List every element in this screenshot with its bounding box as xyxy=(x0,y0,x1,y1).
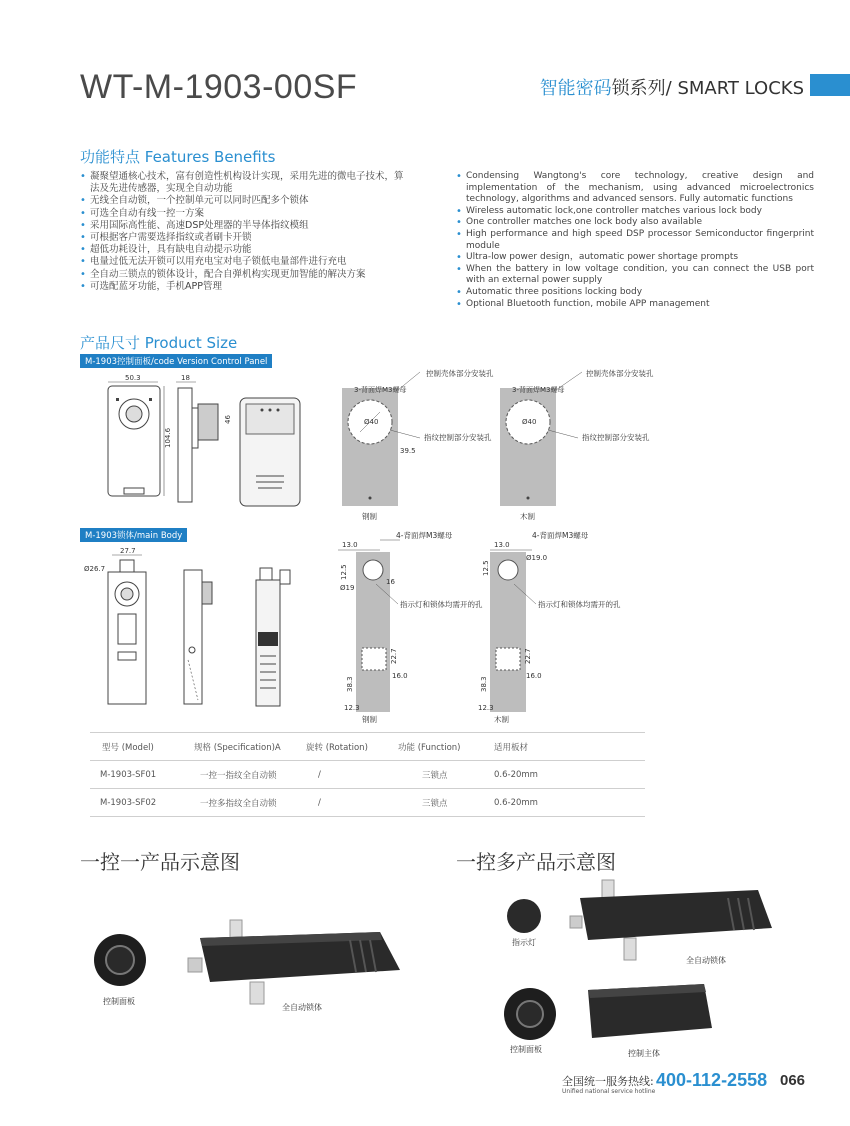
list-item: • Wireless automatic lock,one controller matches various lock body xyxy=(456,206,814,218)
label-indicator-wood: 指示灯和锁体均需开的孔 xyxy=(538,600,621,609)
panel-side-view xyxy=(176,374,232,502)
dim-panel-side: 46 xyxy=(224,415,232,424)
hotline-cn: 全国统一服务热线: xyxy=(562,1075,654,1088)
dim-383-wood: 38.3 xyxy=(480,676,488,692)
hotline-number: 400-112-2558 xyxy=(656,1070,768,1090)
body-cutout-wood xyxy=(478,530,621,724)
label-fp-hole-steel: 指纹控制部分安装孔 xyxy=(424,433,492,442)
dim-383-steel: 38.3 xyxy=(346,676,354,692)
list-item: • One controller matches one lock body also available xyxy=(456,217,814,229)
series-en: SMART LOCKS xyxy=(677,78,804,99)
table-cell: 一控一指纹全自动锁 xyxy=(194,761,306,789)
list-item: • 采用国际高性能、高速DSP处理器的半导体指纹模组 xyxy=(80,220,410,232)
control-panel-image xyxy=(94,934,146,986)
list-item: • High performance and high speed DSP processor Semiconductor fingerprint module xyxy=(456,229,814,252)
panel-tag: M-1903控制面板/code Version Control Panel xyxy=(80,354,272,368)
list-item: • Automatic three positions locking body xyxy=(456,287,814,299)
label-nut-steel: 3-背面焊M3螺母 xyxy=(354,386,407,394)
table-row xyxy=(90,761,645,789)
multi-lock-body-image xyxy=(570,880,772,960)
dim-125-steel: 12.5 xyxy=(340,564,348,580)
list-item: • 凝聚望通核心技术，富有创造性机构设计实现，采用先进的微电子技术，算法及先进传感器，实现全自动功能 xyxy=(80,171,410,195)
body-front-view xyxy=(84,547,146,704)
body-side-view xyxy=(184,570,212,704)
control-main-image xyxy=(588,984,712,1038)
label-body-steel: 钢制 xyxy=(362,715,377,724)
table-header: 旋转 (Rotation) xyxy=(306,733,398,761)
one-panel-label: 控制面板 xyxy=(103,997,135,1006)
table-cell: 一控多指纹全自动锁 xyxy=(194,789,306,817)
table-cell: 三锁点 xyxy=(398,761,494,789)
panel-cutout-steel xyxy=(342,368,494,521)
body-cutout-steel xyxy=(338,530,483,724)
multi-indicator-label: 指示灯 xyxy=(512,938,536,947)
multi-panel-label: 控制面板 xyxy=(510,1045,542,1054)
label-wood: 木制 xyxy=(520,512,535,521)
dim-227-wood: 22.7 xyxy=(524,648,532,664)
dim-123-steel: 12.3 xyxy=(344,704,360,712)
list-item: • When the battery in low voltage condition, you can connect the USB port with an external power supply xyxy=(456,264,814,287)
body-tag: M-1903锁体/main Body xyxy=(80,528,187,542)
dim-phi-steel: Ø40 xyxy=(364,418,379,426)
table-header: 规格 (Specification)A xyxy=(194,733,306,761)
list-item: • Condensing Wangtong's core technology, creative design and implementation of the mechanism, using advanced microelectronics technology, algorithms and advanced sensors. Fully automatic functions xyxy=(456,171,814,206)
label-indicator-steel: 指示灯和锁体均需开的孔 xyxy=(400,600,483,609)
panel-3d-view xyxy=(240,398,300,506)
table-cell: / xyxy=(306,761,398,789)
size-title: 产品尺寸 Product Size xyxy=(80,334,238,352)
label-shell-hole-wood: 控制壳体部分安装孔 xyxy=(586,369,654,378)
table-cell: M-1903-SF02 xyxy=(90,789,194,817)
one-to-one-title: 一控一产品示意图 xyxy=(80,850,240,874)
list-item: • 全自动三锁点的锁体设计，配合自弹机构实现更加智能的解决方案 xyxy=(80,269,410,281)
series-title xyxy=(540,74,804,100)
dim-panel-width: 50.3 xyxy=(125,374,141,382)
dim-227-steel: 22.7 xyxy=(390,648,398,664)
label-body-wood: 木制 xyxy=(494,715,509,724)
dim-125-wood: 12.5 xyxy=(482,560,490,576)
one-body-label: 全自动锁体 xyxy=(282,1003,322,1012)
list-item: • 超低功耗设计，具有缺电自动提示功能 xyxy=(80,244,410,256)
table-cell: / xyxy=(306,789,398,817)
page-number: 066 xyxy=(780,1072,806,1089)
list-item: • 可选配蓝牙功能，手机APP管理 xyxy=(80,281,410,293)
multi-control-panel-image xyxy=(504,988,556,1040)
table-header: 型号 (Model) xyxy=(90,733,194,761)
lock-body-image xyxy=(188,920,400,1004)
one-to-many-illustration xyxy=(496,880,796,1060)
dim-13-steel: 13.0 xyxy=(342,541,358,549)
features-cn-list xyxy=(80,171,410,293)
dim-160-wood: 16.0 xyxy=(526,672,542,680)
label-fp-hole-wood: 指纹控制部分安装孔 xyxy=(582,433,650,442)
multi-main-label: 控制主体 xyxy=(628,1049,660,1058)
one-to-many-title: 一控多产品示意图 xyxy=(456,850,616,874)
dim-123-wood: 12.3 xyxy=(478,704,494,712)
list-item: • Optional Bluetooth function, mobile APP management xyxy=(456,299,814,311)
dim-phi-wood: Ø40 xyxy=(522,418,537,426)
table-row xyxy=(90,789,645,817)
dim-13-wood: 13.0 xyxy=(494,541,510,549)
model-title: WT-M-1903-00SF xyxy=(80,68,358,106)
label-nut-wood: 3-背面焊M3螺母 xyxy=(512,386,565,394)
dim-body-width: 27.7 xyxy=(120,547,136,555)
table-header: 功能 (Function) xyxy=(398,733,494,761)
dim-panel-depth: 18 xyxy=(181,374,190,382)
series-cn-dark: 锁系列/ xyxy=(611,78,678,99)
body-3d-view xyxy=(256,568,290,706)
label-shell-hole-steel: 控制壳体部分安装孔 xyxy=(426,369,494,378)
table-cell: 三锁点 xyxy=(398,789,494,817)
label-nut-body-wood: 4-背面焊M3螺母 xyxy=(532,531,589,540)
dim-19-wood: Ø19.0 xyxy=(526,554,548,562)
dim-160-steel: 16.0 xyxy=(392,672,408,680)
list-item: • 可根据客户需要选择指纹或者刷卡开锁 xyxy=(80,232,410,244)
list-item: • 无线全自动锁，一个控制单元可以同时匹配多个锁体 xyxy=(80,195,410,207)
dim-39: 39.5 xyxy=(400,447,416,455)
list-item: • 可选全自动有线一控一方案 xyxy=(80,208,410,220)
series-accent-bar xyxy=(810,74,850,96)
dim-body-phi: Ø26.7 xyxy=(84,565,106,573)
panel-front-view xyxy=(108,374,172,496)
table-cell: M-1903-SF01 xyxy=(90,761,194,789)
multi-body-label: 全自动锁体 xyxy=(686,956,726,965)
series-cn-blue: 智能密码 xyxy=(539,78,612,99)
features-title: 功能特点 Features Benefits xyxy=(80,148,276,166)
features-en-list xyxy=(456,171,814,310)
table-cell: 0.6-20mm xyxy=(494,789,645,817)
panel-drawings xyxy=(80,368,850,523)
label-steel: 钢制 xyxy=(362,512,377,521)
panel-cutout-wood xyxy=(500,368,654,521)
spec-table xyxy=(90,732,645,817)
list-item: • 电量过低无法开锁可以用充电宝对电子锁低电量部件进行充电 xyxy=(80,256,410,268)
indicator-image xyxy=(507,899,541,933)
dim-19-steel: Ø19 xyxy=(340,584,355,592)
table-cell: 0.6-20mm xyxy=(494,761,645,789)
table-header-row xyxy=(90,733,645,761)
list-item: • Ultra-low power design，automatic power shortage prompts xyxy=(456,252,814,264)
table-header: 适用板材 xyxy=(494,733,645,761)
hotline-en: Unified national service hotline xyxy=(562,1088,656,1095)
dim-panel-height: 104.6 xyxy=(164,427,172,448)
dim-16-steel: 16 xyxy=(386,578,395,586)
label-nut-body-steel: 4-背面焊M3螺母 xyxy=(396,531,453,540)
